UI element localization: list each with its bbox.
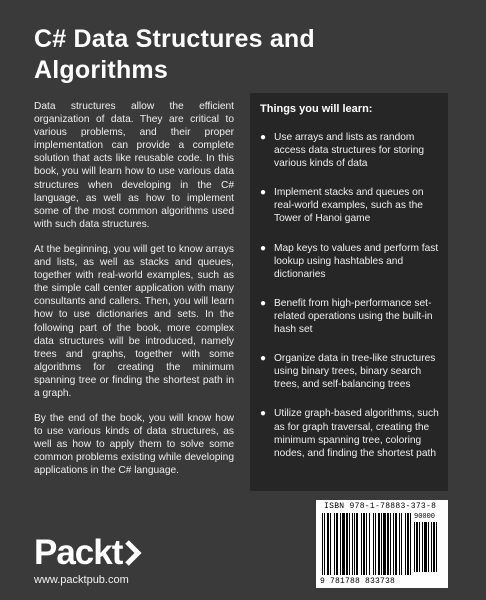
bullet-icon: ●: [260, 408, 267, 420]
book-title: C# Data Structures and Algorithms: [34, 25, 315, 84]
barcode-bar: [433, 522, 435, 572]
barcode-bar: [393, 513, 394, 575]
barcode-bar: [436, 522, 437, 572]
learn-item: ● Implement stacks and queues on real-world examples, such as the Tower of Hanoi game: [260, 187, 424, 225]
bullet-icon: ●: [260, 353, 267, 365]
barcode-bar: [378, 513, 380, 575]
barcode-bar: [330, 513, 331, 575]
barcode-bar: [395, 513, 397, 575]
barcode-bar: [390, 513, 391, 575]
barcode-bar: [340, 513, 341, 575]
isbn-text: ISBN 978-1-78883-373-8: [324, 502, 437, 511]
bullet-icon: ●: [260, 242, 267, 254]
learn-panel: [250, 93, 448, 491]
barcode-bar: [342, 513, 345, 575]
barcode-bar: [373, 513, 374, 575]
barcode-bar: [336, 513, 338, 575]
barcode-bar: [322, 513, 323, 575]
chevron-right-icon: [124, 538, 142, 568]
bullet-icon: ●: [260, 187, 267, 199]
barcode-bar: [352, 513, 353, 575]
barcode-bar: [383, 513, 386, 575]
barcode-bar: [356, 513, 358, 575]
barcode-bar: [422, 522, 423, 572]
barcode-bar: [375, 513, 376, 575]
barcode-bar: [349, 513, 350, 575]
barcode-bar: [346, 513, 348, 575]
description-paragraph-2: At the beginning, you will get to know arrays and lists, as well as stacks and queues, together with real-world examples, such as the simple call center application with many consultants and callers. Then, you will learn how to use dictionaries and sets. In the following part of the book, more complex data structures will be introduced, namely trees and graphs, together with some algorithms for creating the minimum spanning tree or finding the shortest path in a graph.: [34, 243, 234, 399]
barcode-bar: [387, 513, 389, 575]
barcode-bar: [410, 513, 411, 575]
learn-heading: Things you will learn:: [260, 103, 373, 115]
barcode-bar: [416, 522, 418, 572]
barcode-number: 9 781788 833738: [320, 577, 396, 586]
barcode-bar: [401, 513, 402, 575]
barcode-bar: [366, 513, 367, 575]
addon-barcode: [414, 522, 442, 574]
barcode-bar: [361, 513, 362, 575]
barcode-bar: [407, 513, 409, 575]
barcode-bar: [399, 513, 400, 575]
learn-item: ● Organize data in tree-like structures using binary trees, binary search trees, and self-balancing trees: [260, 353, 436, 391]
packt-logo: [34, 535, 142, 571]
learn-item: ● Use arrays and lists as random access data structures for storing various kinds of data: [260, 132, 425, 170]
barcode-bar: [424, 522, 427, 572]
barcode-bar: [354, 513, 355, 575]
publisher-url[interactable]: www.packtpub.com: [34, 574, 129, 586]
barcode-bar: [327, 513, 329, 575]
learn-item: ● Map keys to values and perform fast lookup using hashtables and dictionaries: [260, 242, 439, 280]
barcode-bars: [322, 513, 412, 577]
description-paragraph-1: Data structures allow the efficient organization of data. They are critical to various problems, and their proper implementation can provide a complete solution that acts like reusable code. In this book, you will learn how to use various data structures when developing in the C# language, as well as how to implement some of the most common algorithms used with such data structures.: [34, 101, 234, 230]
learn-item: ● Utilize graph-based algorithms, such as for graph traversal, creating the minimum spanning tree, coloring nodes, and finding the shortest path: [260, 408, 439, 459]
book-description: [34, 100, 234, 490]
barcode-bar: [369, 513, 370, 575]
barcode-bar: [431, 522, 432, 572]
isbn-barcode: [316, 500, 448, 588]
barcode-bar: [405, 513, 406, 575]
learn-item: ● Benefit from high-performance set-related operations using the built-in hash set: [260, 297, 433, 336]
learn-list: [250, 123, 448, 473]
barcode-bar: [419, 522, 420, 572]
bullet-icon: ●: [260, 297, 267, 309]
barcode-bar: [363, 513, 365, 575]
bullet-icon: ●: [260, 132, 267, 143]
price-code: 90000: [414, 513, 436, 521]
barcode-bar: [381, 513, 382, 575]
barcode-bar: [334, 513, 335, 575]
logo-text: Packt: [34, 533, 123, 572]
barcode-bar: [324, 513, 325, 575]
description-paragraph-3: By the end of the book, you will know how to use various kinds of data structures, as well as how to apply them to solve some common problems existing while developing applications in the C# language.: [34, 413, 234, 477]
barcode-bar: [414, 522, 415, 572]
barcode-bar: [428, 522, 429, 572]
